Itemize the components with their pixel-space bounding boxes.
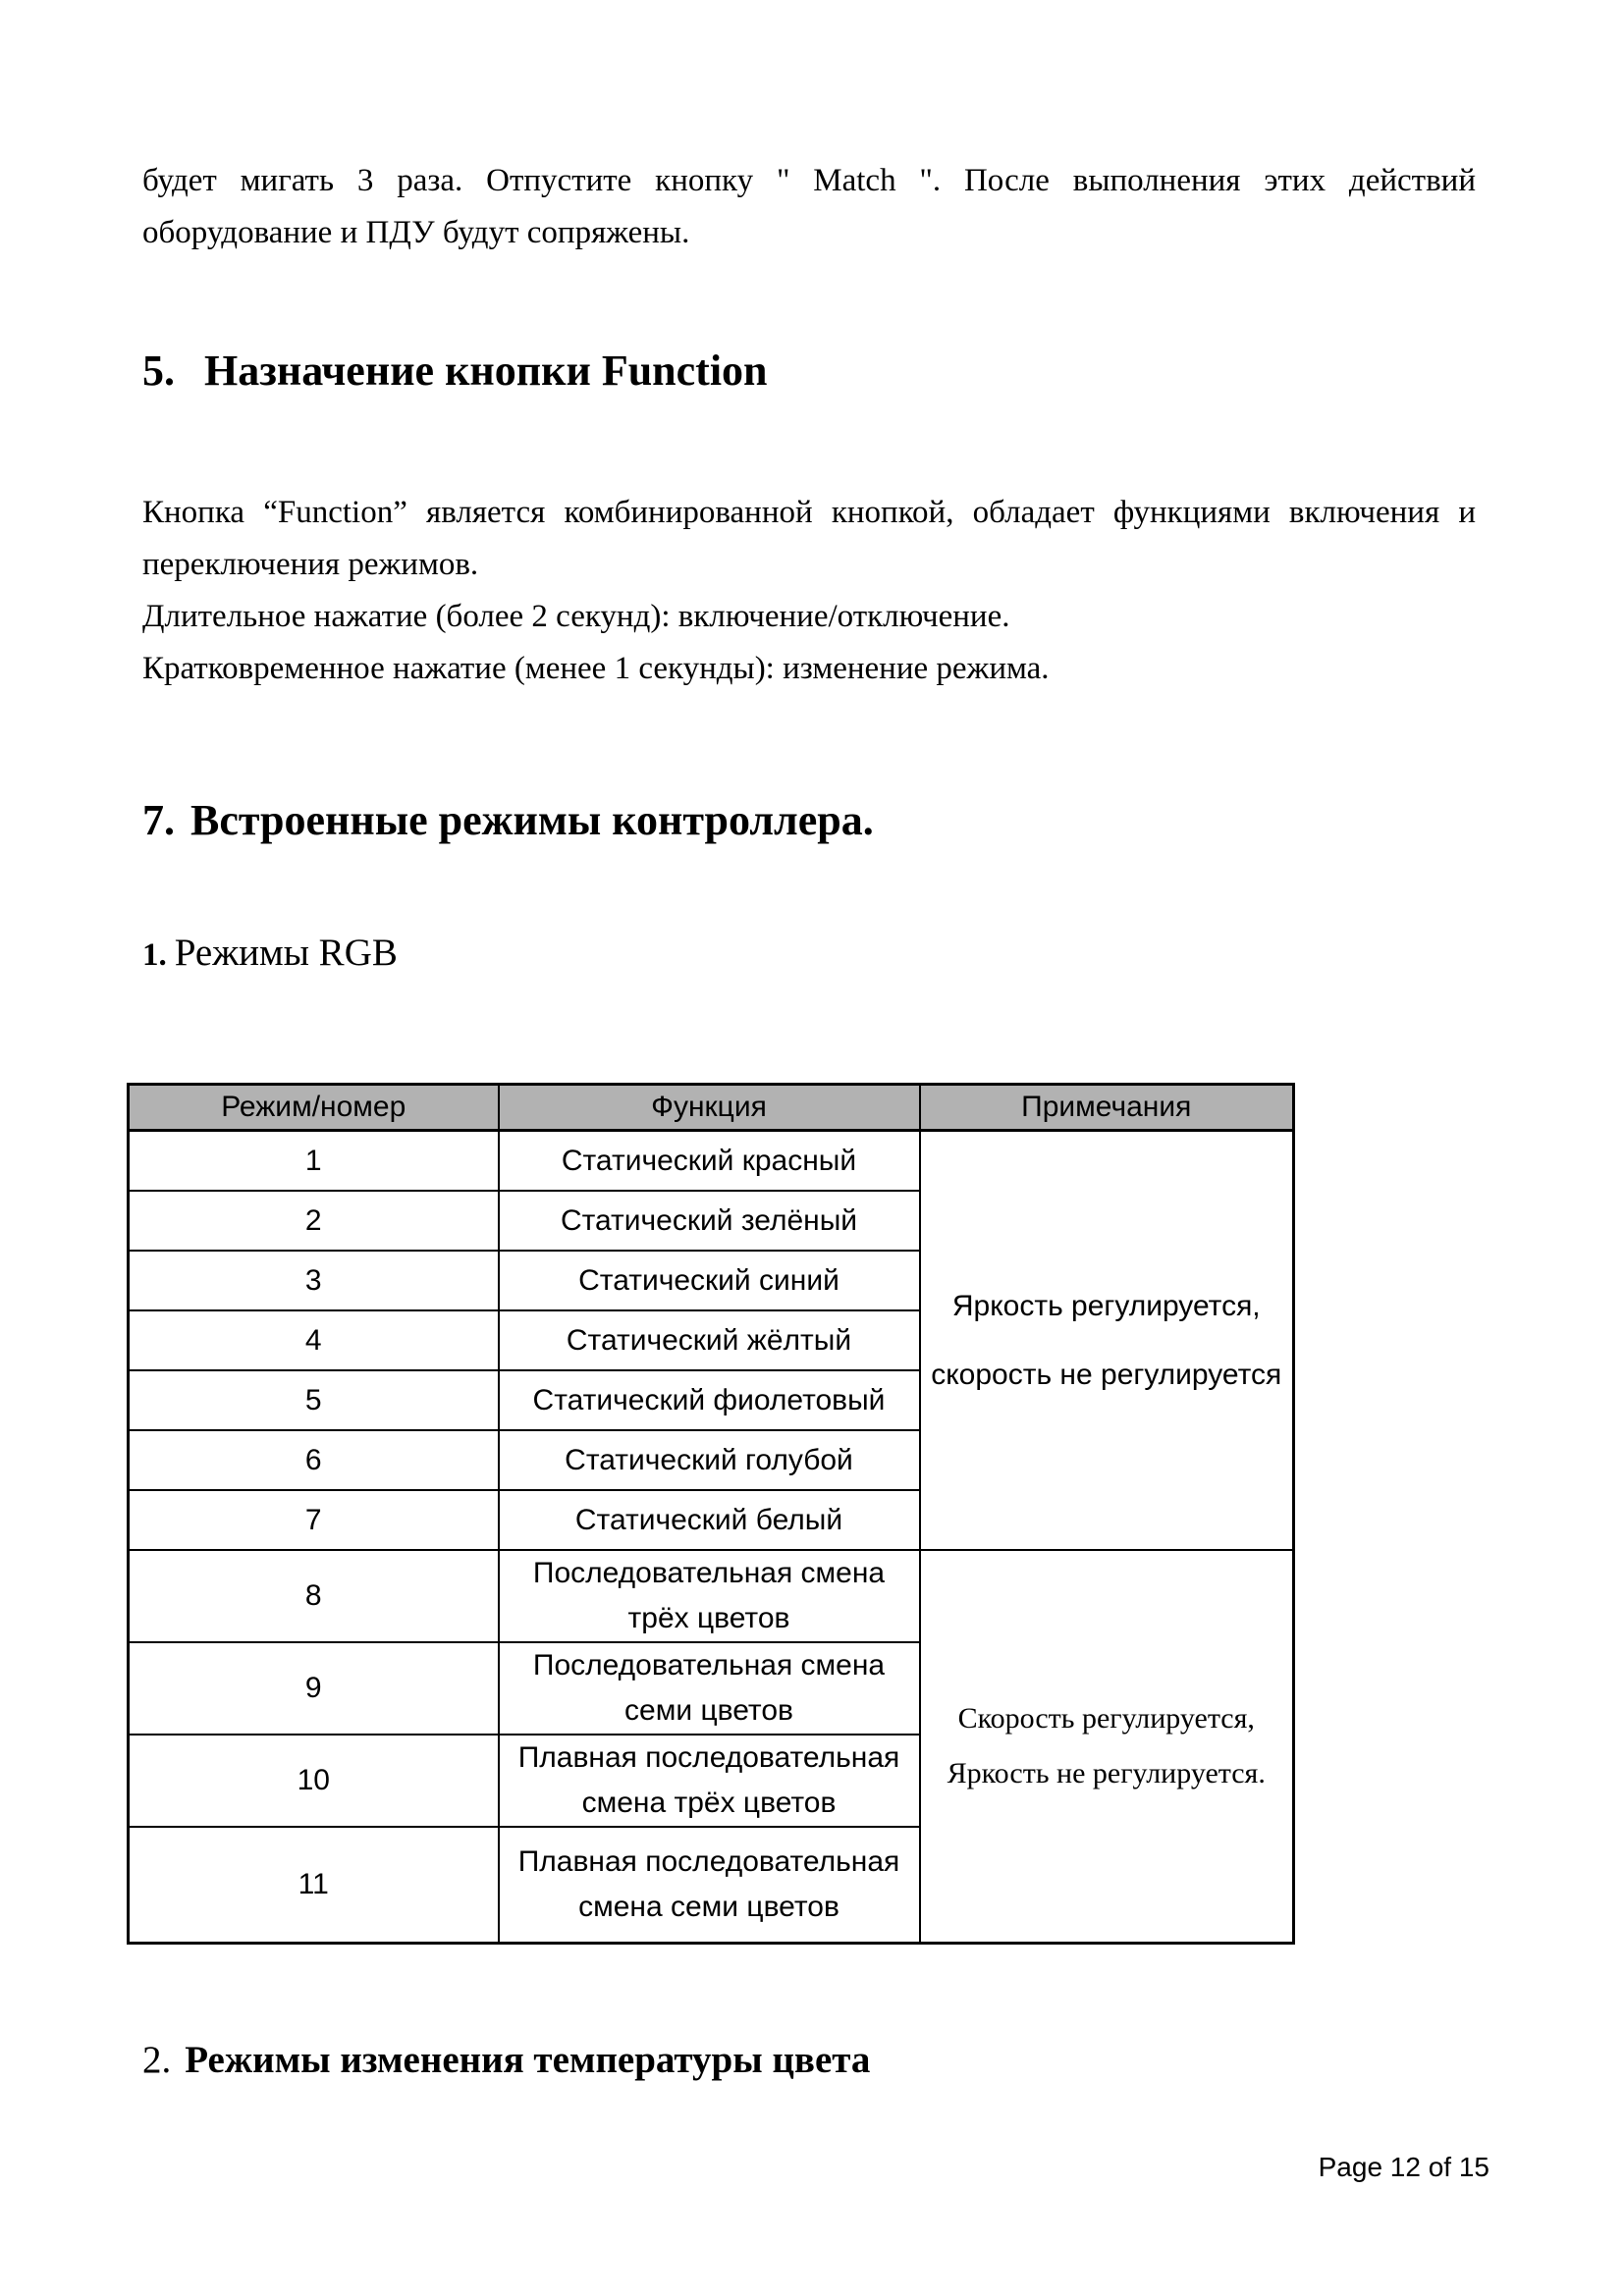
mode-function: Статический синий xyxy=(499,1251,920,1310)
intro-line-2: оборудование и ПДУ будут сопряжены. xyxy=(142,215,690,250)
note-static-line-1: Яркость регулируется, xyxy=(951,1289,1261,1322)
subsection-temperature-title: Режимы изменения температуры цвета xyxy=(185,2039,871,2081)
function-line-3: Длительное нажатие (более 2 секунд): включение/отключение. xyxy=(142,599,1010,634)
mode-function: Статический фиолетовый xyxy=(499,1370,920,1430)
note-static-line-2: скорость не регулируется xyxy=(931,1358,1282,1391)
mode-function-line-1: Последовательная смена xyxy=(532,1557,886,1589)
mode-function: Статический белый xyxy=(499,1490,920,1550)
section-5-heading xyxy=(142,346,768,396)
section-5-number: 5. xyxy=(142,347,175,395)
subsection-temperature-heading xyxy=(142,2038,870,2082)
mode-function-line-2: смена семи цветов xyxy=(578,1891,839,1923)
function-description-paragraph xyxy=(142,487,1476,695)
mode-function-line-1: Плавная последовательная xyxy=(517,1741,900,1774)
subsection-rgb-title: Режимы RGB xyxy=(174,932,398,974)
intro-line-1: будет мигать 3 раза. Отпустите кнопку " Match ". После выполнения этих действий xyxy=(142,163,1476,198)
note-dynamic-line-2: Яркость не регулируется. xyxy=(947,1757,1266,1789)
note-dynamic-line-1: Скорость регулируется, xyxy=(957,1702,1255,1735)
section-5-title: Назначение кнопки Function xyxy=(204,347,768,395)
rgb-modes-table xyxy=(127,1083,1295,1945)
mode-function-line-2: трёх цветов xyxy=(627,1602,790,1634)
mode-number: 3 xyxy=(129,1251,499,1310)
table-row xyxy=(129,1131,1294,1192)
mode-function: Статический красный xyxy=(499,1131,920,1192)
mode-function-line-2: смена трёх цветов xyxy=(581,1787,837,1819)
mode-function: Статический голубой xyxy=(499,1430,920,1490)
mode-number: 5 xyxy=(129,1370,499,1430)
mode-function-line-1: Последовательная смена xyxy=(532,1649,886,1682)
note-dynamic-modes xyxy=(920,1550,1294,1944)
subsection-temperature-number: 2. xyxy=(142,2039,172,2081)
table-row xyxy=(129,1550,1294,1642)
mode-number: 8 xyxy=(129,1550,499,1642)
intro-paragraph xyxy=(142,155,1476,259)
mode-function xyxy=(499,1827,920,1944)
mode-number: 10 xyxy=(129,1735,499,1827)
mode-function-line-2: семи цветов xyxy=(624,1694,793,1727)
column-header-notes: Примечания xyxy=(920,1085,1294,1131)
mode-number: 11 xyxy=(129,1827,499,1944)
subsection-rgb-heading xyxy=(142,931,398,975)
table-header-row xyxy=(129,1085,1294,1131)
mode-number: 7 xyxy=(129,1490,499,1550)
mode-function: Статический зелёный xyxy=(499,1191,920,1251)
section-7-title: Встроенные режимы контроллера. xyxy=(190,796,874,844)
mode-function xyxy=(499,1735,920,1827)
subsection-rgb-number: 1. xyxy=(142,937,167,973)
column-header-mode-number: Режим/номер xyxy=(129,1085,499,1131)
mode-number: 4 xyxy=(129,1310,499,1370)
mode-function-line-1: Плавная последовательная xyxy=(517,1845,900,1878)
column-header-function: Функция xyxy=(499,1085,920,1131)
mode-number: 9 xyxy=(129,1642,499,1735)
function-line-2: переключения режимов. xyxy=(142,547,479,582)
note-static-modes xyxy=(920,1131,1294,1551)
page-number-footer: Page 12 of 15 xyxy=(1318,2152,1489,2182)
section-7-number: 7. xyxy=(142,796,175,844)
function-line-1: Кнопка “Function” является комбинированной кнопкой, обладает функциями включения и xyxy=(142,495,1476,530)
mode-number: 1 xyxy=(129,1131,499,1192)
mode-number: 2 xyxy=(129,1191,499,1251)
mode-function xyxy=(499,1550,920,1642)
mode-function: Статический жёлтый xyxy=(499,1310,920,1370)
function-line-4: Кратковременное нажатие (менее 1 секунды): изменение режима. xyxy=(142,651,1050,686)
section-7-heading xyxy=(142,795,874,845)
mode-number: 6 xyxy=(129,1430,499,1490)
mode-function xyxy=(499,1642,920,1735)
